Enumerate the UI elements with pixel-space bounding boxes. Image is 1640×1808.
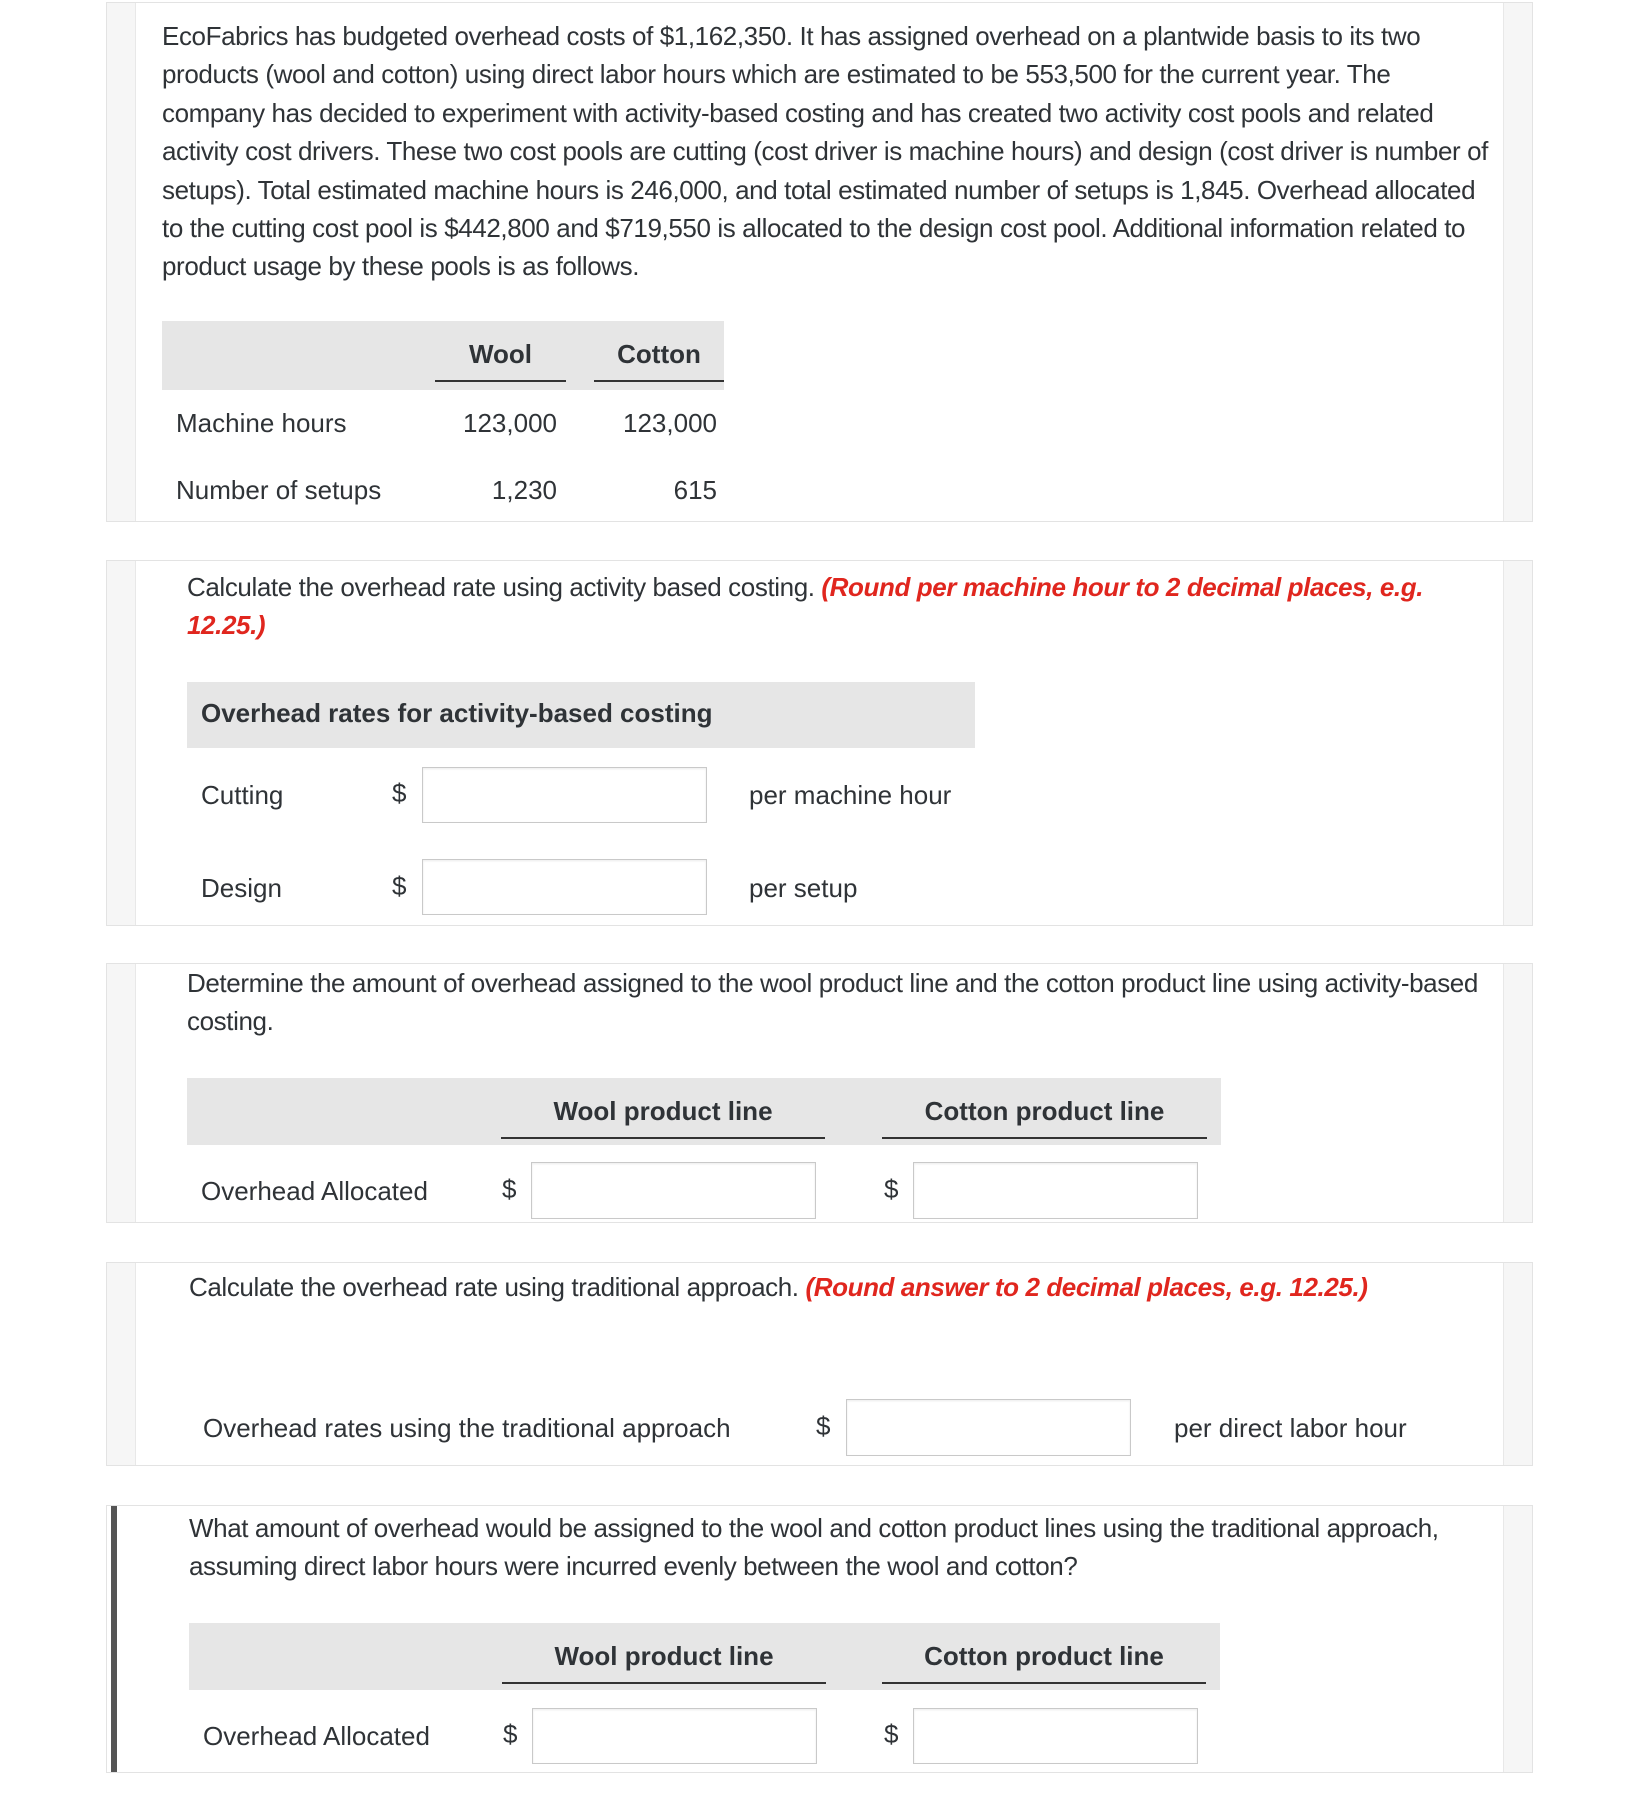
col-header-wool-line: Wool product line xyxy=(502,1641,826,1684)
part4-panel xyxy=(106,1505,1533,1773)
overhead-allocated-label: Overhead Allocated xyxy=(203,1721,430,1751)
panel-right-stripe xyxy=(1503,1506,1532,1772)
cutting-unit: per machine hour xyxy=(749,780,952,810)
cotton-traditional-allocation-input[interactable] xyxy=(913,1708,1198,1764)
panel-right-stripe xyxy=(1503,964,1532,1222)
design-label: Design xyxy=(201,873,282,903)
panel-left-stripe xyxy=(107,3,136,521)
wool-abc-allocation-input[interactable] xyxy=(531,1162,816,1219)
wool-traditional-allocation-input[interactable] xyxy=(532,1708,817,1764)
part2-question: Determine the amount of overhead assigned to the wool product line and the cotton product line using activity-based costing. xyxy=(187,968,1478,1037)
problem-panel xyxy=(106,2,1533,522)
question-text: Calculate the overhead rate using activity based costing. xyxy=(187,572,822,602)
row-label-machine-hours: Machine hours xyxy=(176,408,347,438)
col-header-cotton: Cotton xyxy=(594,339,724,382)
active-question-indicator xyxy=(111,1506,117,1772)
traditional-rate-label: Overhead rates using the traditional approach xyxy=(203,1413,731,1443)
part2-panel xyxy=(106,963,1533,1223)
panel-right-stripe xyxy=(1503,3,1532,521)
cutting-rate-input[interactable] xyxy=(422,767,707,823)
part1-question xyxy=(187,568,1487,645)
setups-wool: 1,230 xyxy=(491,475,557,505)
dollar-sign: $ xyxy=(392,778,407,808)
part3-panel xyxy=(106,1262,1533,1466)
col-header-wool-line: Wool product line xyxy=(501,1096,825,1139)
cutting-label: Cutting xyxy=(201,780,284,810)
col-header-cotton-line: Cotton product line xyxy=(882,1641,1206,1684)
abc-rates-title: Overhead rates for activity-based costing xyxy=(201,698,713,728)
question-text: Calculate the overhead rate using traditional approach. xyxy=(189,1272,806,1302)
traditional-rate-input[interactable] xyxy=(846,1399,1131,1456)
overhead-allocated-label: Overhead Allocated xyxy=(201,1176,428,1206)
panel-left-stripe xyxy=(107,561,136,925)
part1-panel xyxy=(106,560,1533,926)
dollar-sign: $ xyxy=(884,1174,899,1204)
machine-hours-wool: 123,000 xyxy=(463,408,557,438)
panel-left-stripe xyxy=(107,1263,136,1465)
dollar-sign: $ xyxy=(884,1719,899,1749)
panel-right-stripe xyxy=(1503,561,1532,925)
setups-cotton: 615 xyxy=(673,475,717,505)
design-unit: per setup xyxy=(749,873,858,903)
dollar-sign: $ xyxy=(816,1411,831,1441)
col-header-cotton-line: Cotton product line xyxy=(882,1096,1207,1139)
part3-question xyxy=(189,1268,1489,1306)
col-header-wool: Wool xyxy=(435,339,566,382)
panel-right-stripe xyxy=(1503,1263,1532,1465)
problem-text: EcoFabrics has budgeted overhead costs of $1,162,350. It has assigned overhead on a plantwide basis to its two products (wool and cotton) using direct labor hours which are estimated to be 553,500 for the current year. The company has decided to experiment with activity-based costing and has created two activity cost pools and related activity cost drivers. These two cost pools are cutting (cost driver is machine hours) and design (cost driver is number of setups). Total estimated machine hours is 246,000, and total estimated number of setups is 1,845. Overhead allocated to the cutting cost pool is $442,800 and $719,550 is allocated to the design cost pool. Additional information related to product usage by these pools is as follows. xyxy=(162,21,1488,282)
part4-question: What amount of overhead would be assigned to the wool and cotton product lines using the traditional approach, assuming direct labor hours were incurred evenly between the wool and cotton? xyxy=(189,1513,1439,1582)
dollar-sign: $ xyxy=(502,1174,517,1204)
dollar-sign: $ xyxy=(503,1719,518,1749)
row-label-setups: Number of setups xyxy=(176,475,382,505)
rounding-hint: (Round per machine hour to 2 decimal places, e.g. 12.25.) xyxy=(187,572,1424,641)
panel-left-stripe xyxy=(107,964,136,1222)
design-rate-input[interactable] xyxy=(422,859,707,915)
rounding-hint: (Round answer to 2 decimal places, e.g. 12.25.) xyxy=(805,1272,1368,1302)
machine-hours-cotton: 123,000 xyxy=(623,408,717,438)
dollar-sign: $ xyxy=(392,871,407,901)
traditional-rate-unit: per direct labor hour xyxy=(1174,1413,1407,1443)
cotton-abc-allocation-input[interactable] xyxy=(913,1162,1198,1219)
